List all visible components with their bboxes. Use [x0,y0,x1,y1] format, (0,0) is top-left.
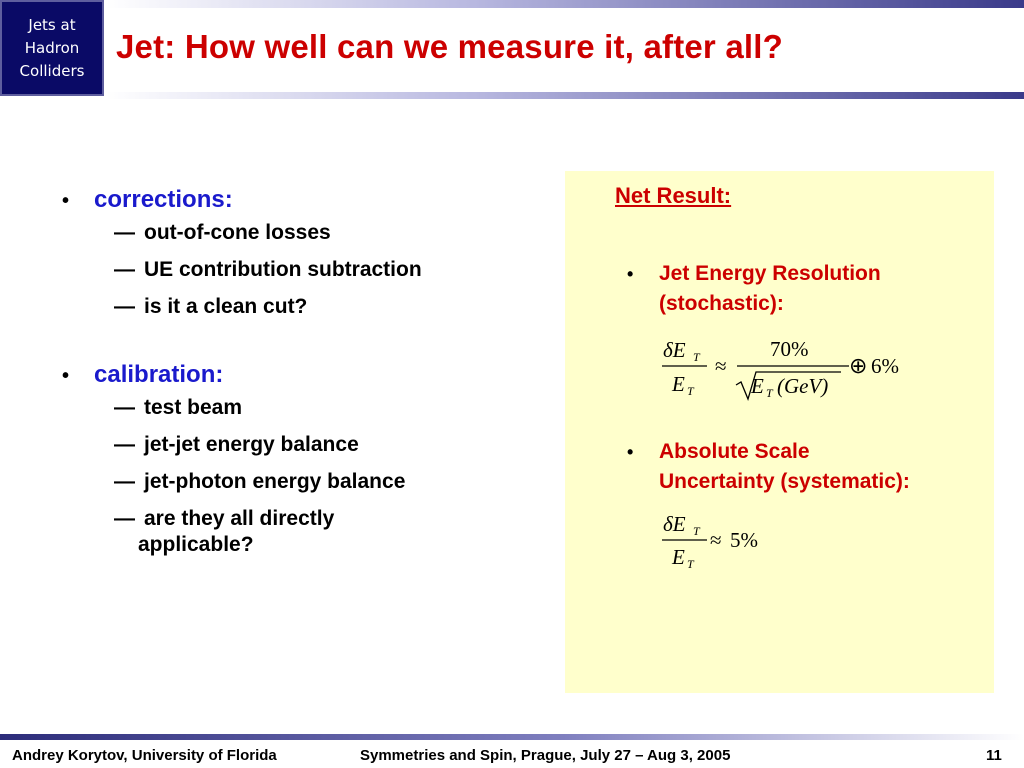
sub-item-text: is it a clean cut? [144,295,308,318]
eq-oplus: ⊕ [849,353,868,378]
bullet-dot-icon: • [627,442,634,462]
sub-item [114,220,532,246]
bullet-corrections [62,186,532,214]
eq-delta: δ [663,512,673,536]
sub-item-text: jet-jet energy balance [144,433,359,456]
header-top-rule [106,0,1024,8]
svg-text:δE [663,338,686,362]
slide-title: Jet: How well can we measure it, after all? [116,28,783,65]
eq-sqrt-inner: (GeV) [777,374,829,398]
bullet-heading: corrections: [94,186,233,213]
eq-subscript-t: T [693,350,700,364]
net-result-panel [565,171,994,693]
footer-rule [0,734,1024,740]
bullet-dot-icon: • [627,264,634,284]
sub-item [114,257,532,283]
logo-text [20,14,85,83]
eq-subscript-t: T [766,386,773,400]
dash: — [114,433,135,456]
sub-item-text: jet-photon energy balance [144,470,406,493]
eq-approx: ≈ [710,528,722,552]
sub-item-text: UE contribution subtraction [144,258,422,281]
sub-item-text: are they all directly [144,507,335,530]
net-result-heading: Net Result: [615,183,732,208]
panel-item-line: Jet Energy Resolution [659,262,881,285]
eq-e: E [672,545,685,569]
panel-item-resolution [627,259,881,319]
dash: — [114,258,135,281]
svg-text:δE [663,512,686,536]
sub-item [114,469,532,495]
sub-item [114,432,532,458]
panel-item-line: (stochastic): [659,292,784,315]
dash: — [114,507,135,530]
dash: — [114,221,135,244]
sub-item-text-continued: applicable? [138,533,254,556]
sub-item [114,506,532,558]
logo-line: Hadron [24,38,80,57]
scale-equation [657,507,777,573]
footer-page-number: 11 [986,747,1002,764]
panel-item-scale [627,437,910,497]
sub-item-text: out-of-cone losses [144,221,331,244]
footer-author: Andrey Korytov, University of Florida [12,747,277,764]
eq-numerator: 70% [770,337,809,361]
dash: — [114,295,135,318]
sub-item [114,395,532,421]
left-bullet-list [62,186,532,569]
eq-subscript-t: T [693,524,700,538]
dash: — [114,396,135,419]
bullet-dot-icon: • [62,365,70,387]
eq-subscript-t: T [687,557,694,571]
footer-conference: Symmetries and Spin, Prague, July 27 – Aug 3, 2005 [360,747,731,764]
eq-e: E [672,512,686,536]
eq-value: 5% [730,528,758,552]
eq-e: E [672,338,686,362]
sub-item-text: test beam [144,396,243,419]
logo-line: Jets at [28,15,76,34]
eq-delta: δ [663,338,673,362]
panel-item-line: Absolute Scale [659,440,810,463]
spacer [62,331,532,361]
eq-e: E [672,372,685,396]
panel-item-line: Uncertainty (systematic): [659,470,910,493]
dash: — [114,470,135,493]
sub-item [114,294,532,320]
bullet-heading: calibration: [94,361,224,388]
resolution-equation [657,331,917,407]
header-bottom-rule [106,92,1024,99]
logo-box [0,0,104,96]
eq-constant: 6% [871,354,899,378]
bullet-calibration [62,361,532,389]
bullet-dot-icon: • [62,190,70,212]
eq-subscript-t: T [687,384,694,398]
logo-line: Colliders [19,61,85,80]
eq-e: E [751,374,764,398]
eq-approx: ≈ [715,354,727,378]
